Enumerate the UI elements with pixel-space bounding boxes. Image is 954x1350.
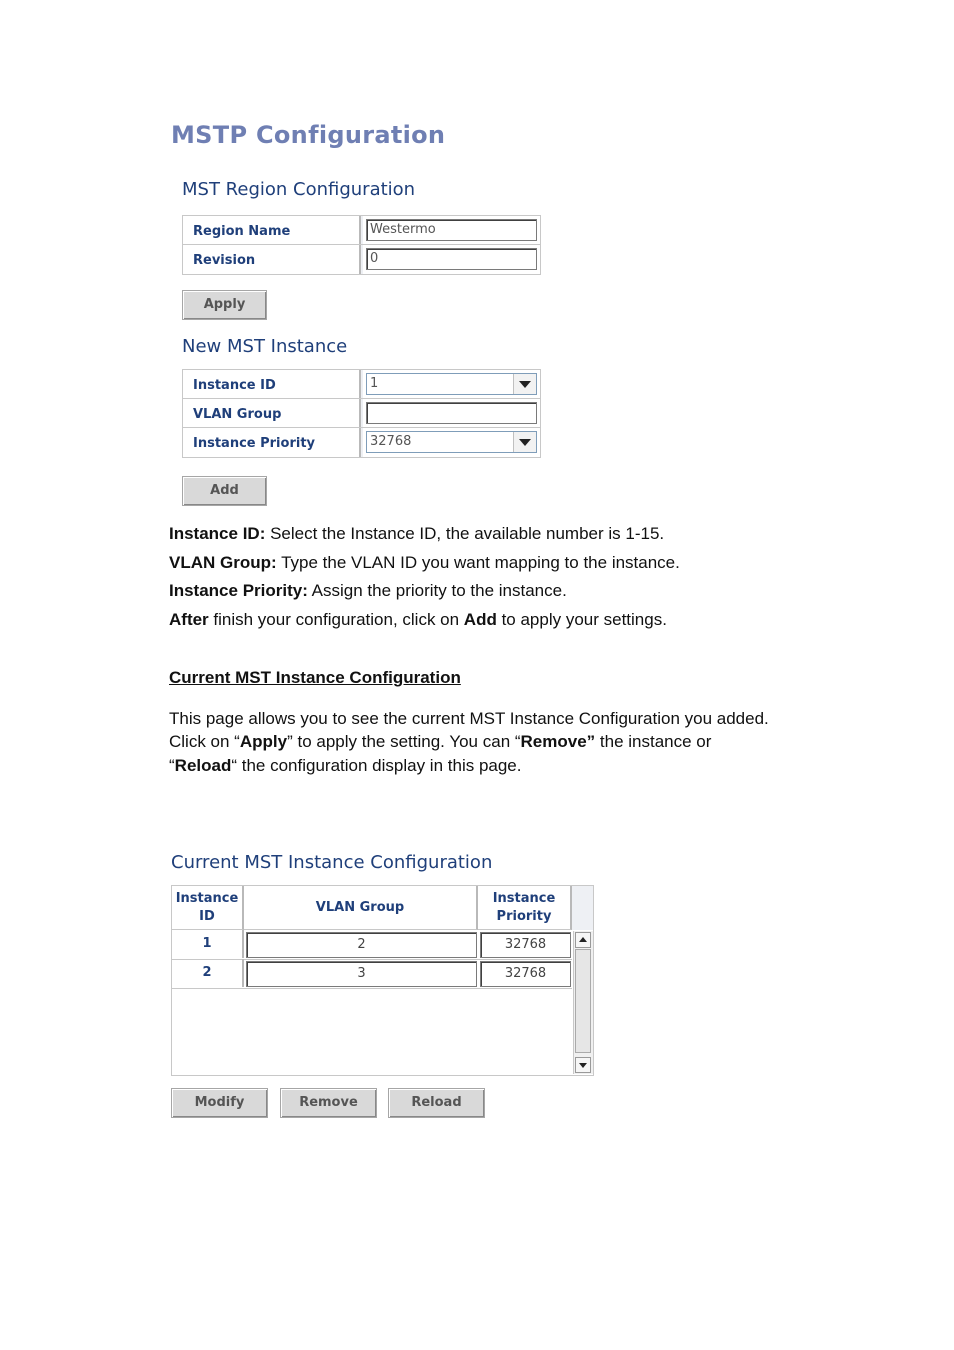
region-name-row bbox=[183, 216, 540, 245]
revision-label: Revision bbox=[183, 245, 361, 274]
instance-priority-row bbox=[183, 428, 540, 457]
new-instance-heading: New MST Instance bbox=[182, 336, 348, 357]
instance-priority-value: 32768 bbox=[370, 434, 412, 449]
chevron-down-icon[interactable] bbox=[513, 374, 536, 394]
desc-instance-id: Instance ID: Select the Instance ID, the available number is 1-15. bbox=[169, 524, 665, 543]
instance-id-label: Instance ID bbox=[183, 370, 361, 398]
instance-id-select[interactable] bbox=[366, 373, 537, 395]
col-instance-id: Instance ID bbox=[172, 886, 244, 930]
vlan-group-row bbox=[183, 399, 540, 428]
instance-table bbox=[171, 885, 594, 1076]
header-spacer bbox=[572, 886, 593, 930]
row-instance-id: 2 bbox=[172, 959, 244, 987]
current-table-heading: Current MST Instance Configuration bbox=[171, 852, 493, 873]
remove-button[interactable]: Remove bbox=[280, 1088, 377, 1118]
revision-row bbox=[183, 245, 540, 274]
revision-input[interactable]: 0 bbox=[366, 248, 537, 270]
vlan-group-label: VLAN Group bbox=[183, 399, 361, 427]
current-section-heading: Current MST Instance Configuration bbox=[169, 668, 461, 687]
current-para-line-3: “Reload“ the configuration display in this page. bbox=[169, 756, 522, 775]
vlan-group-input[interactable] bbox=[366, 402, 537, 424]
row-instance-id: 1 bbox=[172, 930, 244, 958]
desc-vlan-group: VLAN Group: Type the VLAN ID you want mapping to the instance. bbox=[169, 553, 680, 572]
chevron-down-icon[interactable] bbox=[513, 432, 536, 452]
modify-button[interactable]: Modify bbox=[171, 1088, 268, 1118]
page-title: MSTP Configuration bbox=[171, 121, 446, 149]
region-heading: MST Region Configuration bbox=[182, 179, 416, 200]
row-priority-input[interactable]: 32768 bbox=[480, 961, 571, 987]
scroll-thumb[interactable] bbox=[575, 949, 591, 1053]
region-name-input[interactable]: Westermo bbox=[366, 219, 537, 241]
region-name-label: Region Name bbox=[183, 216, 361, 244]
col-vlan-group: VLAN Group bbox=[244, 886, 478, 930]
apply-button[interactable]: Apply bbox=[182, 290, 267, 320]
col-instance-priority: Instance Priority bbox=[478, 886, 572, 930]
row-vlan-input[interactable]: 2 bbox=[246, 932, 477, 958]
reload-button[interactable]: Reload bbox=[388, 1088, 485, 1118]
table-row bbox=[172, 959, 572, 989]
new-instance-form bbox=[182, 369, 541, 458]
row-vlan-input[interactable]: 3 bbox=[246, 961, 477, 987]
scroll-up-icon[interactable] bbox=[575, 932, 591, 948]
instance-id-row bbox=[183, 370, 540, 399]
scrollbar[interactable] bbox=[573, 931, 593, 1074]
instance-priority-label: Instance Priority bbox=[183, 428, 361, 457]
region-form bbox=[182, 215, 541, 275]
scroll-down-icon[interactable] bbox=[575, 1057, 591, 1073]
instance-id-value: 1 bbox=[370, 376, 379, 391]
row-priority-input[interactable]: 32768 bbox=[480, 932, 571, 958]
current-para-line-1: This page allows you to see the current MST Instance Configuration you added. bbox=[169, 709, 769, 728]
desc-after: After finish your configuration, click on Add to apply your settings. bbox=[169, 610, 667, 629]
current-para-line-2: Click on “Apply” to apply the setting. You can “Remove” the instance or bbox=[169, 732, 712, 751]
instance-priority-select[interactable] bbox=[366, 431, 537, 453]
add-button[interactable]: Add bbox=[182, 476, 267, 506]
desc-instance-priority: Instance Priority: Assign the priority to the instance. bbox=[169, 581, 567, 600]
table-row bbox=[172, 930, 572, 960]
